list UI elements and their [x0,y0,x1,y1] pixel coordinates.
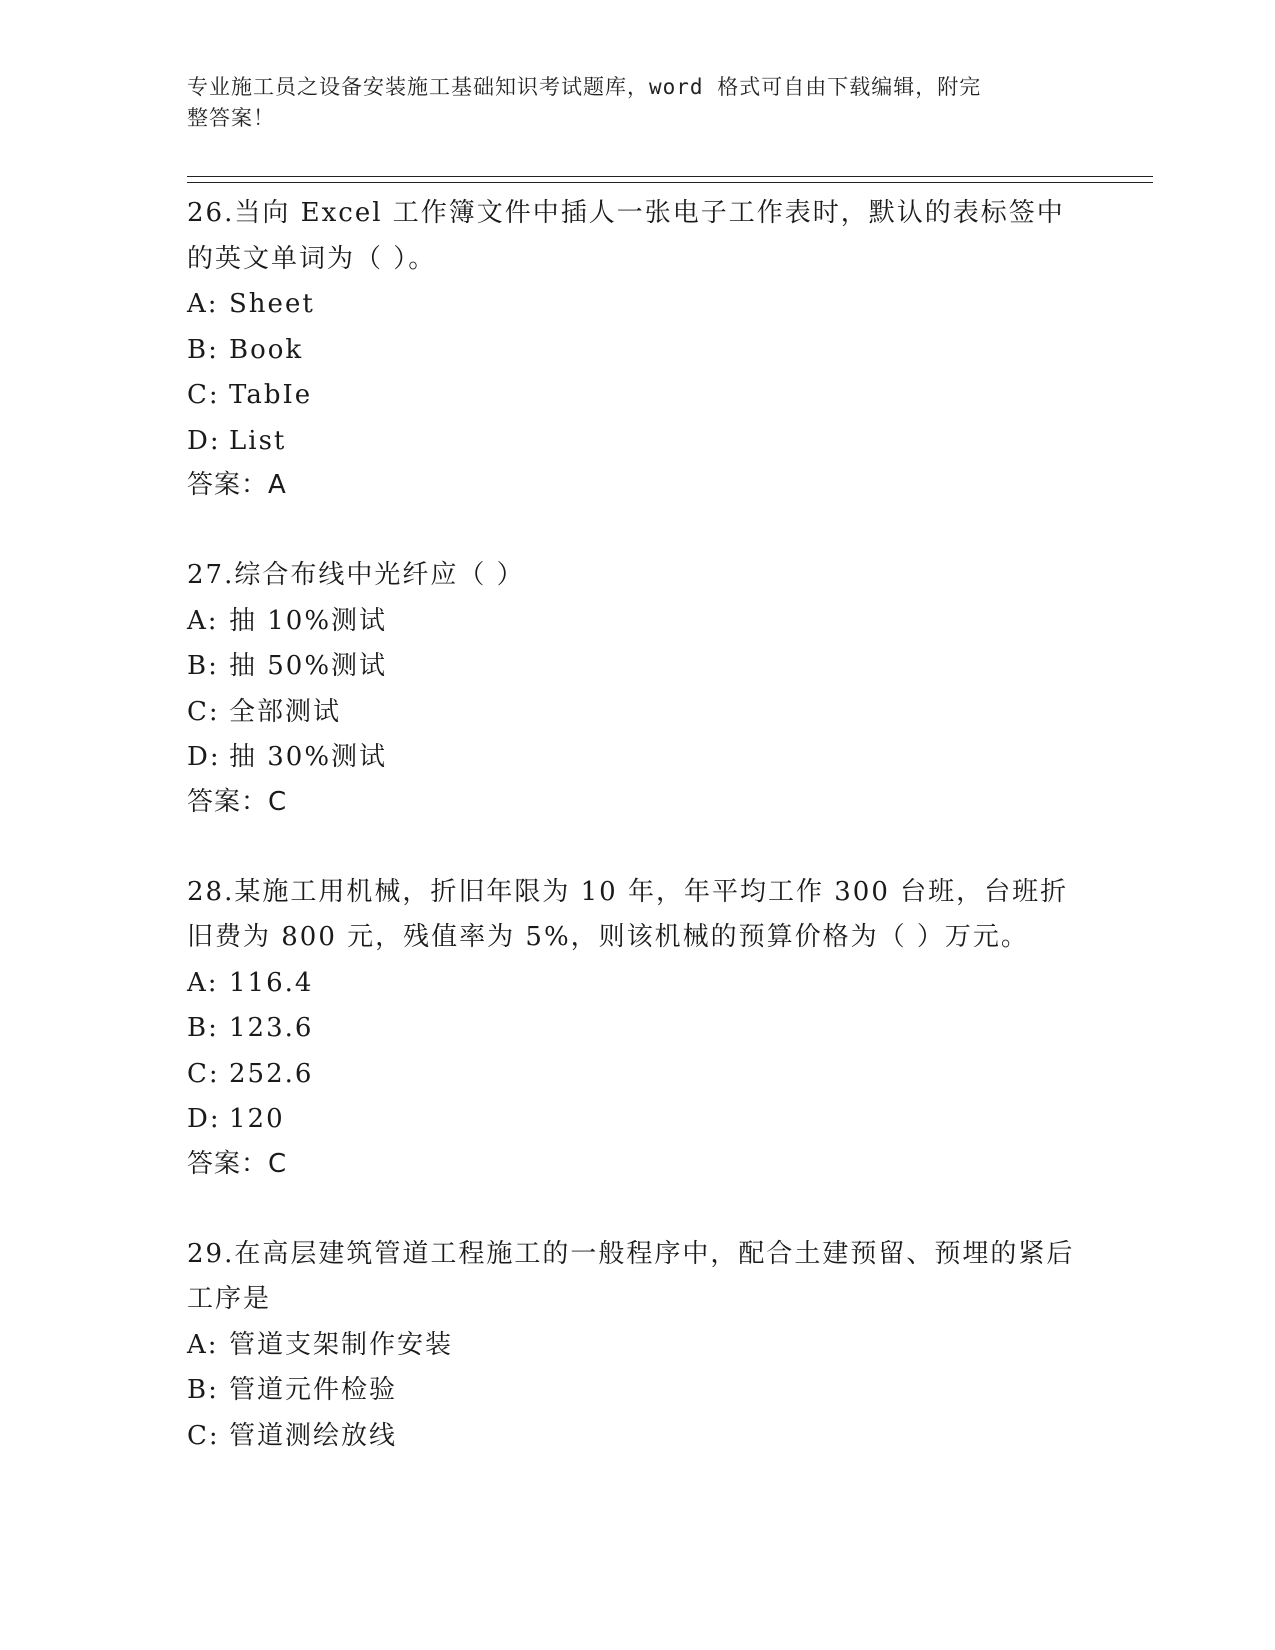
option-key: C: [187,1058,220,1089]
question-26 [187,188,1087,507]
question-number: 29. [187,1238,235,1269]
question-number: 27. [187,560,235,590]
header-line-2: 整答案！ [187,106,275,130]
option-text: Sheet [229,289,315,319]
question-27 [187,550,1087,824]
option-text: 116.4 [229,967,314,998]
option-key: A: [187,967,219,998]
option-b [187,644,1087,690]
spacer [187,1186,1087,1229]
option-key: B: [187,334,219,365]
option-key: D: [187,1104,221,1134]
question-body: 某施工用机械，折旧年限为 10 年，年平均工作 300 台班，台班折旧费为 800 元，残值率为 5%，则该机械的预算价格为（ ）万元。 [187,876,1069,952]
answer-line: 答案：A [187,470,287,500]
option-key: B: [187,651,219,681]
option-d [187,419,1087,465]
option-key: C: [187,380,220,410]
option-key: B: [187,1013,219,1043]
question-body: 综合布线中光纤应（ ） [234,560,525,590]
question-29 [187,1229,1087,1460]
header-divider-bottom [187,182,1153,183]
option-c [187,1414,1087,1460]
option-a [187,599,1087,645]
option-key: D: [187,425,221,456]
question-number: 26. [187,198,235,228]
option-text: 252.6 [229,1058,314,1089]
option-text: 管道测绘放线 [229,1420,398,1451]
option-key: D: [187,742,221,772]
option-b [187,1368,1087,1414]
option-key: A: [187,289,219,319]
option-a [187,961,1087,1007]
answer-line: 答案：C [187,1148,288,1179]
question-number: 28. [187,876,235,907]
option-b [187,1006,1087,1052]
option-c [187,373,1087,419]
option-key: C: [187,1420,220,1451]
option-key: C: [187,696,220,727]
question-text [187,867,1087,961]
option-c [187,1052,1087,1098]
answer-line: 答案：C [187,786,288,817]
option-key: B: [187,1375,219,1405]
header-divider-top [187,176,1153,177]
document-header [187,72,1067,134]
question-28 [187,867,1087,1186]
option-text: Book [229,334,304,365]
header-line-1: 专业施工员之设备安装施工基础知识考试题库，word 格式可自由下载编辑，附完 [187,75,982,99]
option-c [187,690,1087,736]
spacer [187,824,1087,867]
option-text: 抽 10%测试 [229,605,388,636]
option-text: 123.6 [229,1013,314,1043]
option-d [187,735,1087,781]
question-text [187,1229,1087,1323]
option-d [187,1097,1087,1143]
option-text: TabIe [229,380,313,410]
question-list [187,188,1087,1459]
option-text: 抽 30%测试 [229,742,388,772]
option-b [187,328,1087,374]
option-a [187,282,1087,328]
question-body: 当向 Excel 工作簿文件中插人一张电子工作表时，默认的表标签中的英文单词为（ ）。 [187,198,1065,274]
question-text [187,188,1087,282]
question-body: 在高层建筑管道工程施工的一般程序中，配合土建预留、预埋的紧后工序是 [187,1238,1075,1314]
option-text: 管道元件检验 [229,1375,398,1405]
option-key: A: [187,1329,219,1360]
option-a [187,1323,1087,1369]
option-text: 抽 50%测试 [229,651,388,681]
option-text: 全部测试 [229,696,342,727]
option-key: A: [187,605,219,636]
spacer [187,507,1087,550]
question-text [187,550,1087,599]
option-text: 管道支架制作安装 [229,1329,454,1360]
option-text: 120 [229,1104,285,1134]
option-text: List [229,425,287,456]
